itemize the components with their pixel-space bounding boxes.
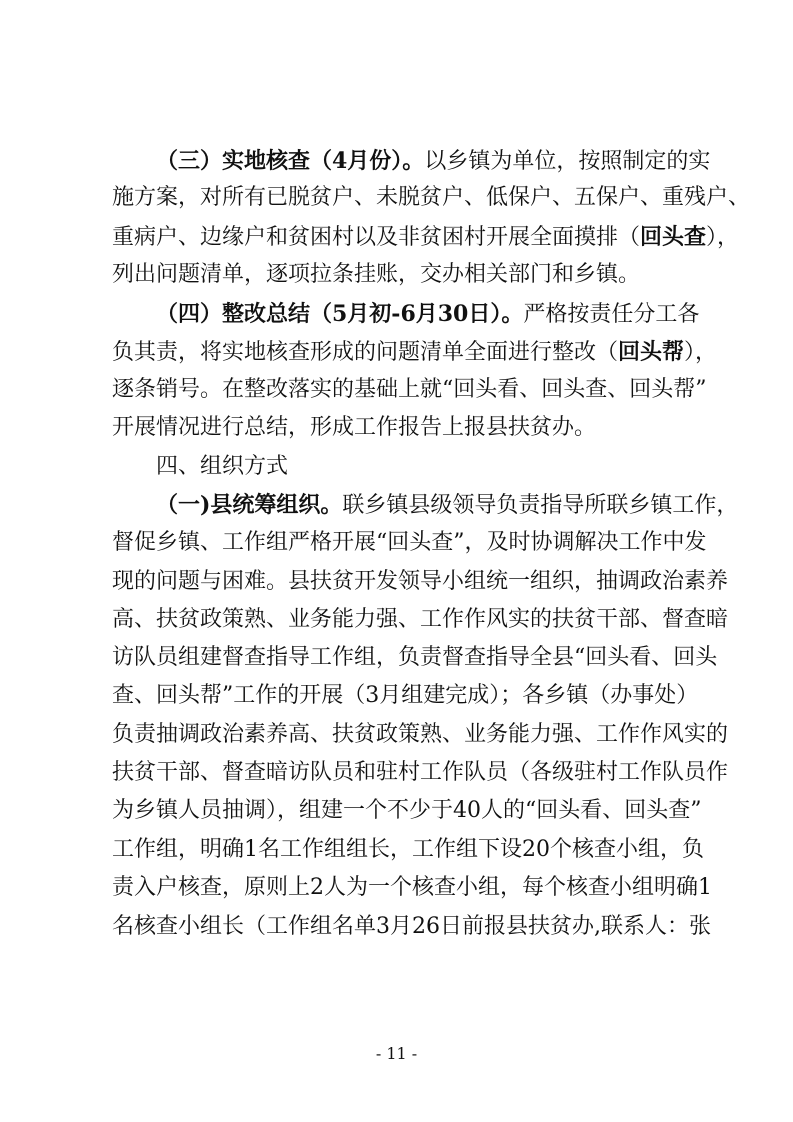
paragraph-4-line-2: 负其责，将实地核查形成的问题清单全面进行整改（回头帮），: [112, 339, 718, 365]
paragraph-1-line-11: 责入户核查，原则上2人为一个核查小组，每个核查小组明确1: [112, 875, 712, 900]
paragraph-1-line-10: 工作组，明确1名工作组组长，工作组下设20个核查小组，负: [112, 837, 704, 862]
paragraph-1-line-3: 现的问题与困难。县扶贫开发领导小组统一组织，抽调政治素养: [112, 569, 729, 594]
paragraph-3-line-4: 列出问题清单，逐项拉条挂账，交办相关部门和乡镇。: [112, 262, 641, 287]
paragraph-4-heading: （四）整改总结（5月初-6月30日）。: [156, 301, 524, 327]
paragraph-3-line-1: （三）实地核查（4月份）。以乡镇为单位，按照制定的实: [156, 148, 711, 174]
emphasis-hui-tou-cha: 回头查: [640, 224, 707, 250]
paragraph-1-line-9: 为乡镇人员抽调），组建一个不少于40人的“回头看、回头查”: [112, 798, 702, 823]
page-number: - 11 -: [375, 1044, 418, 1063]
paragraph-3-heading: （三）实地核查（4月份）。: [156, 148, 425, 174]
paragraph-1-line-1: （一)县统筹组织。联乡镇县级领导负责指导所联乡镇工作，: [156, 492, 739, 518]
paragraph-1-line-6: 查、回头帮”工作的开展（3月组建完成）；各乡镇（办事处）: [112, 683, 699, 708]
emphasis-hui-tou-bang: 回头帮: [618, 339, 685, 365]
paragraph-1-line-5: 访队员组建督查指导工作组，负责督查指导全县“回头看、回头: [112, 645, 718, 670]
paragraph-1-line-2: 督促乡镇、工作组严格开展“回头查”，及时协调解决工作中发: [112, 530, 707, 555]
paragraph-1-line-4: 高、扶贫政策熟、业务能力强、工作作风实的扶贫干部、督查暗: [112, 607, 729, 632]
paragraph-4-line-4: 开展情况进行总结，形成工作报告上报县扶贫办。: [112, 415, 597, 440]
paragraph-1-heading: （一)县统筹组织。: [156, 492, 343, 518]
paragraph-3-line-2: 施方案，对所有已脱贫户、未脱贫户、低保户、五保户、重残户、: [112, 185, 751, 210]
paragraph-1-line-8: 扶贫干部、督查暗访队员和驻村工作队员（各级驻村工作队员作: [112, 760, 729, 785]
section-heading: 四、组织方式: [156, 454, 289, 479]
paragraph-1-line-12: 名核查小组长（工作组名单3月26日前报县扶贫办,联系人：张: [112, 914, 711, 939]
paragraph-4-line-1: （四）整改总结（5月初-6月30日）。严格按责任分工各: [156, 301, 700, 327]
paragraph-3-line-3: 重病户、边缘户和贫困村以及非贫困村开展全面摸排（回头查），: [112, 224, 740, 250]
paragraph-4-line-3: 逐条销号。在整改落实的基础上就“回头看、回头查、回头帮”: [112, 377, 707, 402]
paragraph-1-line-7: 负责抽调政治素养高、扶贫政策熟、业务能力强、工作作风实的: [112, 722, 729, 747]
